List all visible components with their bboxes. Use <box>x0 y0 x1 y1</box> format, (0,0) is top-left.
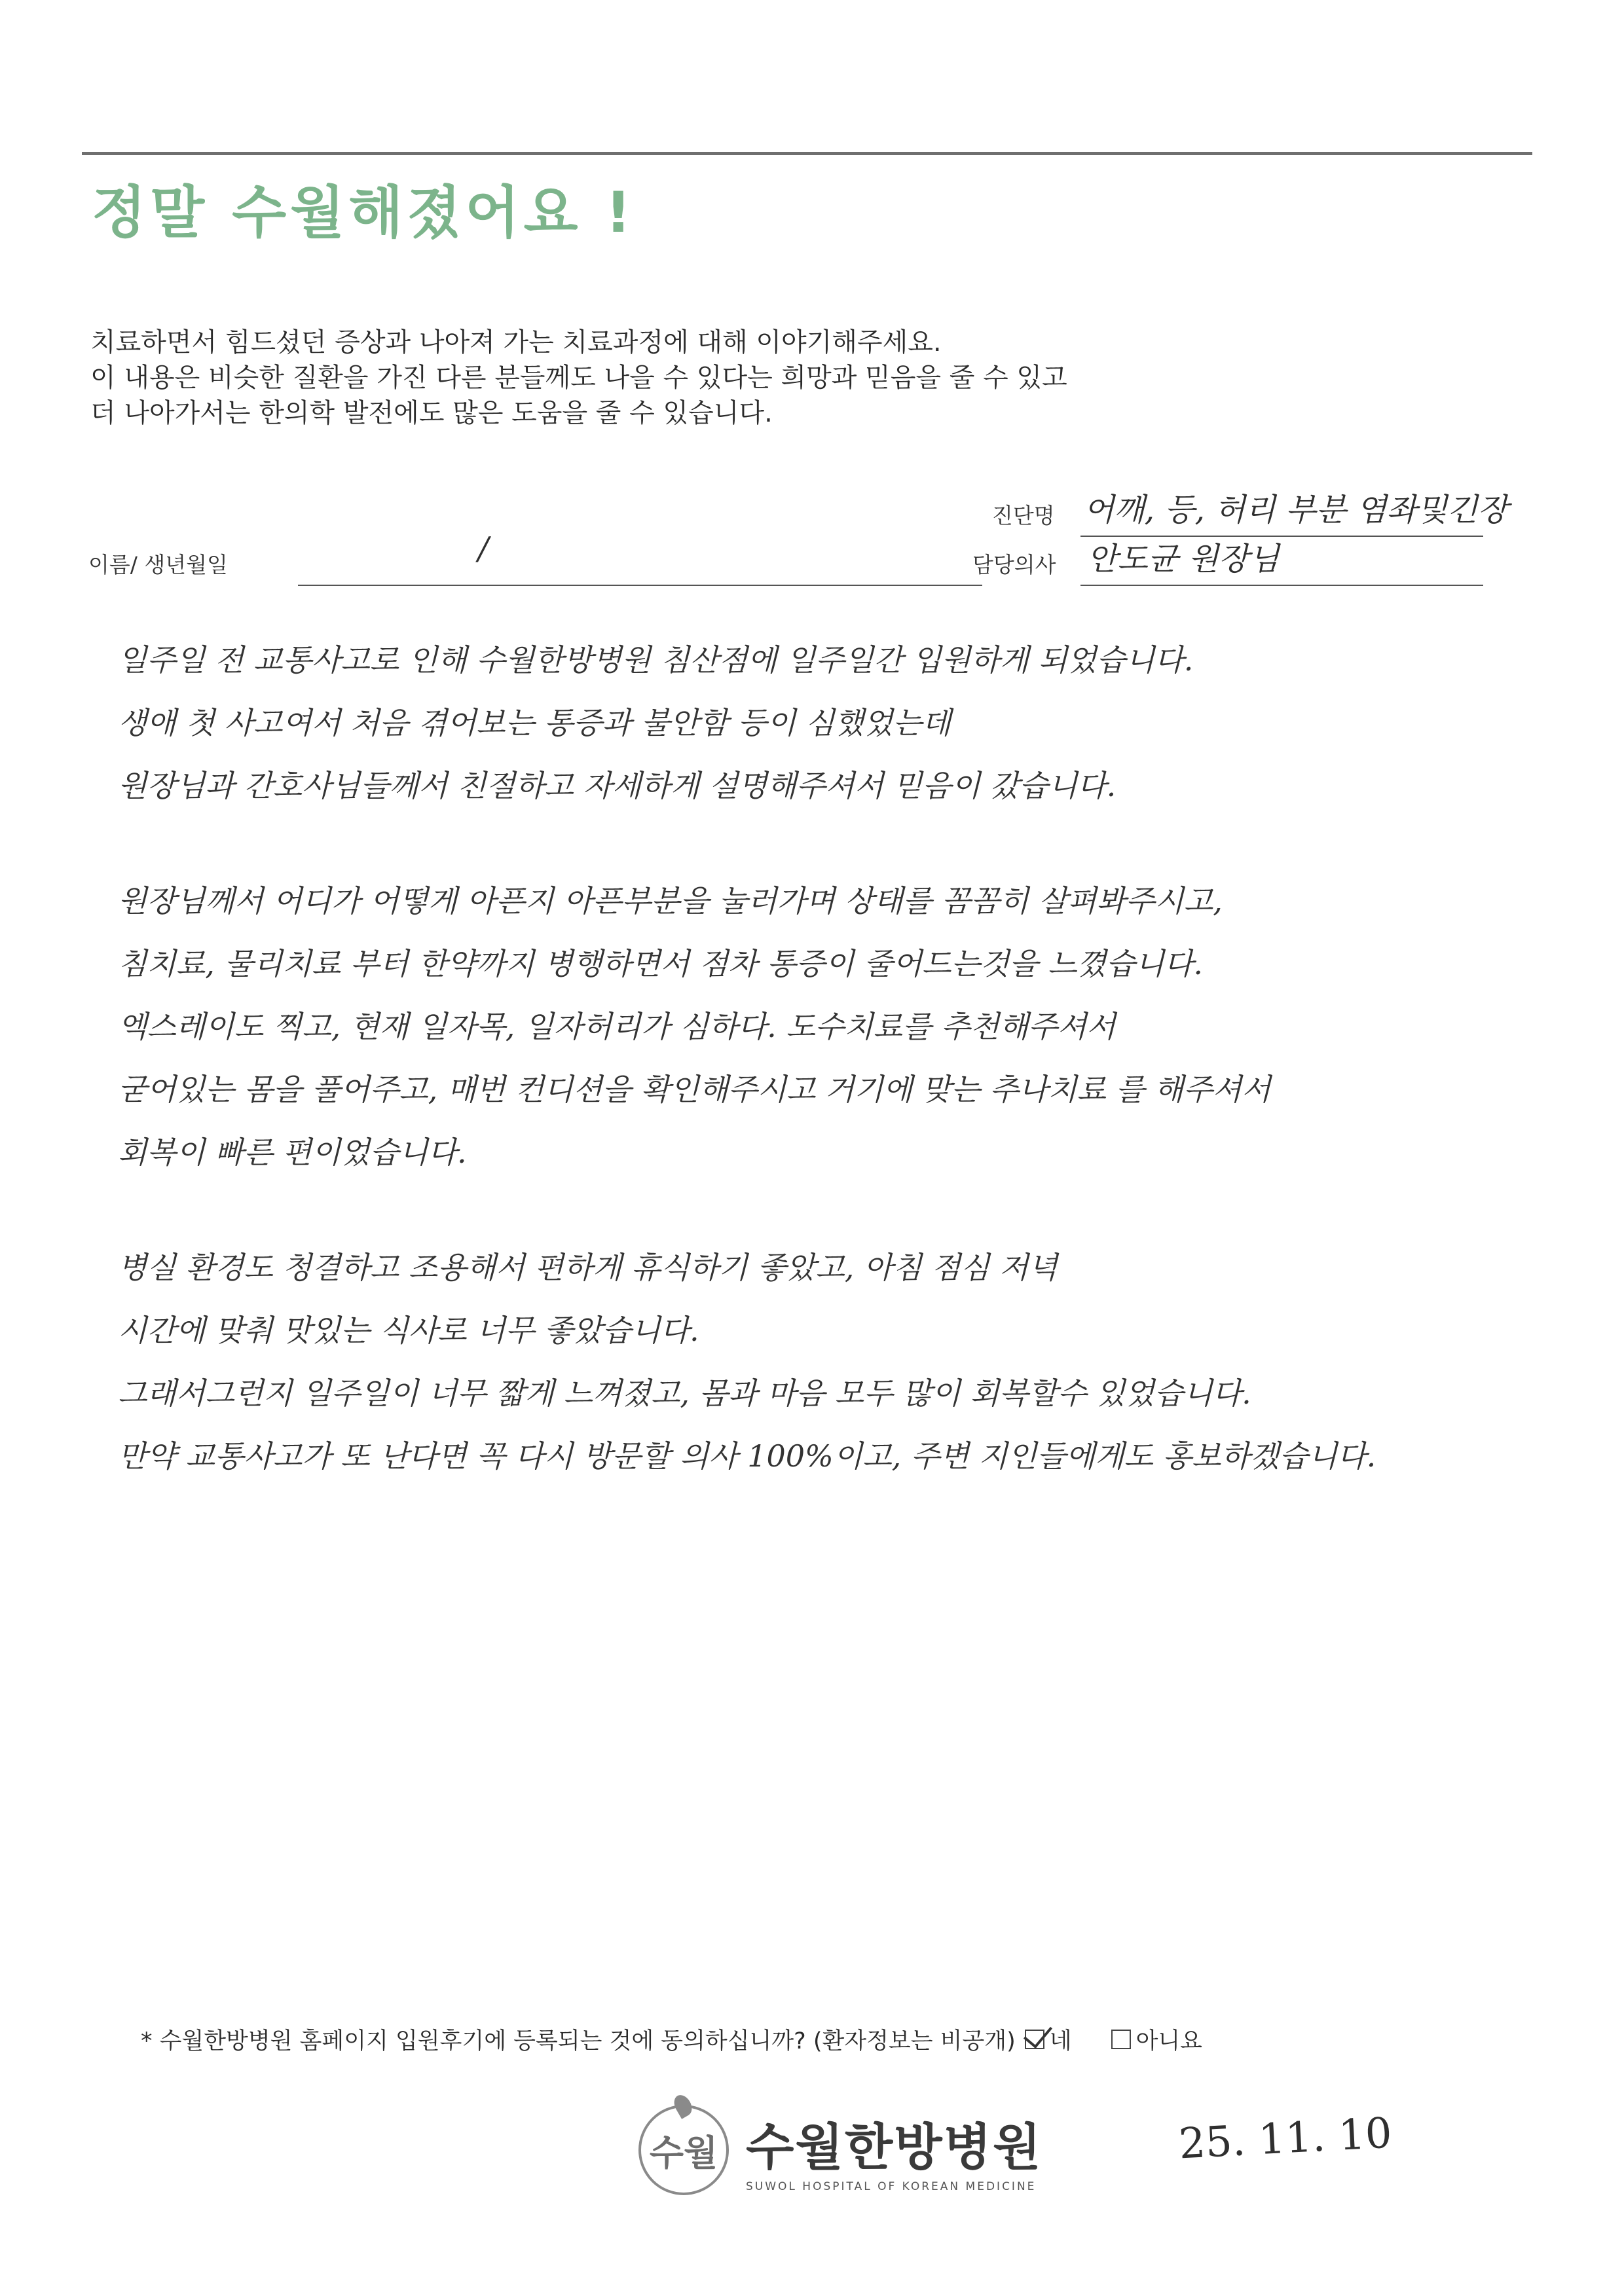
logo-subtitle: SUWOL HOSPITAL OF KOREAN MEDICINE <box>746 2179 1037 2193</box>
review-line: 굳어있는 몸을 풀어주고, 매번 컨디션을 확인해주시고 거기에 맞는 추나치료 를 해주셔서 <box>118 1072 1271 1107</box>
handwritten-date: 25. 11. 10 <box>1177 2109 1393 2169</box>
leaf-icon <box>671 2092 695 2119</box>
logo-text <box>746 2107 1043 2193</box>
consent-row <box>141 2023 1202 2056</box>
diagnosis-label: 진단명 <box>992 503 1055 528</box>
top-rule <box>82 152 1532 155</box>
consent-no-checkbox[interactable] <box>1111 2030 1131 2049</box>
review-line: 침치료, 물리치료 부터 한약까지 병행하면서 점차 통증이 줄어드는것을 느꼈습니다. <box>118 946 1204 981</box>
name-value: / <box>478 530 489 567</box>
review-body <box>118 629 1506 1540</box>
logo-name: 수월한방병원 <box>746 2117 1043 2176</box>
doctor-label: 담당의사 <box>972 552 1056 577</box>
review-paragraph <box>118 1236 1506 1487</box>
consent-yes-checkbox[interactable] <box>1025 2030 1044 2049</box>
review-paragraph <box>118 869 1506 1184</box>
review-line: 그래서그런지 일주일이 너무 짧게 느껴졌고, 몸과 마음 모두 많이 회복할수 있었습니다. <box>118 1376 1251 1411</box>
intro-line: 이 내용은 비슷한 질환을 가진 다른 분들께도 나을 수 있다는 희망과 믿음을 줄 수 있고 <box>90 363 1067 393</box>
page-title: 정말 수월해졌어요 ! <box>92 180 635 246</box>
consent-yes-label: 네 <box>1049 2028 1072 2054</box>
review-line: 병실 환경도 청결하고 조용해서 편하게 휴식하기 좋았고, 아침 점심 저녁 <box>118 1250 1058 1285</box>
name-underline <box>298 585 982 586</box>
doctor-underline <box>1080 585 1483 586</box>
doctor-value: 안도균 원장님 <box>1087 541 1280 577</box>
review-line: 원장님과 간호사님들께서 친절하고 자세하게 설명해주셔서 믿음이 갔습니다. <box>118 768 1116 803</box>
review-line: 일주일 전 교통사고로 인해 수월한방병원 침산점에 일주일간 입원하게 되었습니다. <box>118 642 1194 678</box>
intro-line: 더 나아가서는 한의학 발전에도 많은 도움을 줄 수 있습니다. <box>90 398 773 428</box>
review-paragraph <box>118 629 1506 817</box>
logo-emblem <box>638 2105 729 2195</box>
hospital-logo <box>638 2105 1043 2195</box>
consent-question: * 수월한방병원 홈페이지 입원후기에 등록되는 것에 동의하십니까? (환자정보는 비공개) <box>141 2028 1016 2054</box>
logo-emblem-text: 수월 <box>649 2132 718 2174</box>
name-label: 이름/ 생년월일 <box>88 552 228 577</box>
review-line: 생애 첫 사고여서 처음 겪어보는 통증과 불안함 등이 심했었는데 <box>118 705 951 740</box>
review-line: 엑스레이도 찍고, 현재 일자목, 일자허리가 심하다. 도수치료를 추천해주셔서 <box>118 1009 1116 1044</box>
review-line: 만약 교통사고가 또 난다면 꼭 다시 방문할 의사 100%이고, 주변 지인들에게도 홍보하겠습니다. <box>118 1438 1376 1474</box>
review-line: 시간에 맞춰 맛있는 식사로 너무 좋았습니다. <box>118 1313 699 1348</box>
intro-line: 치료하면서 힘드셨던 증상과 나아져 가는 치료과정에 대해 이야기해주세요. <box>90 327 942 357</box>
intro-text <box>90 325 1067 431</box>
diagnosis-value: 어깨, 등, 허리 부분 염좌및긴장 <box>1084 492 1508 528</box>
review-line: 회복이 빠른 편이었습니다. <box>118 1135 467 1170</box>
consent-no-label: 아니요 <box>1135 2028 1202 2054</box>
review-line: 원장님께서 어디가 어떻게 아픈지 아픈부분을 눌러가며 상태를 꼼꼼히 살펴봐주시고, <box>118 883 1223 919</box>
